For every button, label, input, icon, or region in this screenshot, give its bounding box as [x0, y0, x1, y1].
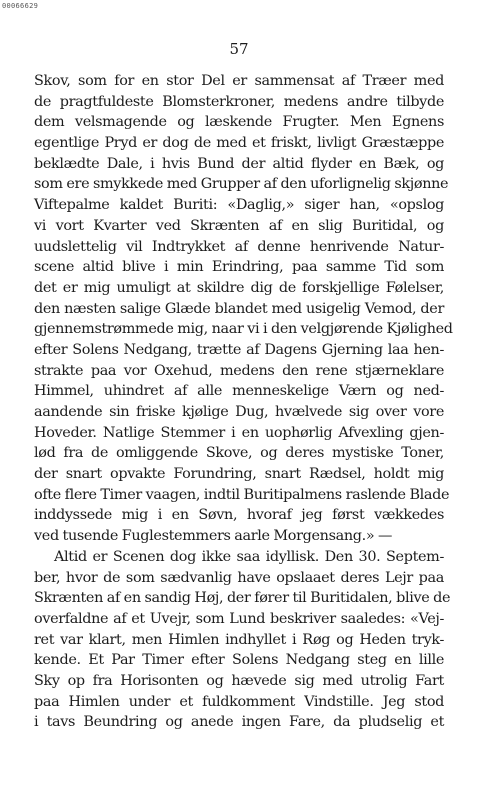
- text-line: den næsten salige Glæde blandet med usigelig Vemod, der: [34, 300, 444, 317]
- text-line: ret var klart, men Himlen indhyllet i Røg og Heden tryk-: [34, 631, 444, 648]
- text-line: Skov, som for en stor Del er sammensat af Træer med: [34, 73, 444, 89]
- text-line: paa Himlen under et fuldkomment Vindstille. Jeg stod: [34, 693, 444, 710]
- page-number: 57: [229, 40, 249, 58]
- text-line: scene altid blive i min Erindring, paa samme Tid som: [34, 259, 444, 276]
- scan-id: 00066629: [2, 2, 39, 10]
- body-text: [34, 71, 453, 733]
- text-line: gjennemstrømmede mig, naar vi i den velgjørende Kjølighed: [34, 321, 453, 338]
- text-line: Himmel, uhindret af alle menneskelige Værn og ned-: [34, 383, 444, 400]
- text-line: ber, hvor de som sædvanlig have opslaaet deres Lejr paa: [34, 569, 444, 586]
- text-line: i tavs Beundring og anede ingen Fare, da pludselig et: [34, 714, 444, 731]
- text-line: ofte flere Timer vaagen, indtil Buritipalmens raslende Blade: [34, 486, 450, 503]
- text-line: Hoveder. Natlige Stemmer i en uophørlig Afvexling gjen-: [34, 424, 444, 441]
- text-line: som ere smykkede med Grupper af den uforlignelig skjønne: [34, 176, 449, 193]
- text-line: der snart opvakte Forundring, snart Rædsel, holdt mig: [34, 466, 444, 483]
- text-line: Sky op fra Horisonten og hævede sig med utrolig Fart: [34, 672, 444, 689]
- text-line: Skrænten af en sandig Høj, der fører til Buritidalen, blive de: [34, 590, 451, 607]
- text-line: ved tusende Fuglestemmers aarle Morgensang.» —: [34, 528, 393, 545]
- text-line: kende. Et Par Timer efter Solens Nedgang steg en lille: [34, 652, 444, 669]
- text-line: strakte paa vor Oxehud, medens den rene stjærneklare: [34, 362, 444, 379]
- text-line: vi vort Kvarter ved Skrænten af en slig Buritidal, og: [34, 217, 444, 234]
- text-line: efter Solens Nedgang, trætte af Dagens Gjerning laa hen-: [34, 341, 444, 358]
- text-line: beklædte Dale, i hvis Bund der altid flyder en Bæk, og: [34, 155, 444, 172]
- text-line: overfaldne af et Uvejr, som Lund beskriver saaledes: «Vej-: [34, 610, 444, 627]
- text-line: uudslettelig vil Indtrykket af denne henrivende Natur-: [34, 238, 444, 255]
- text-line: de pragtfuldeste Blomsterkroner, medens andre tilbyde: [34, 93, 444, 110]
- text-line: inddyssede mig i en Søvn, hvoraf jeg først vækkedes: [34, 507, 444, 524]
- text-line: aandende sin friske kjølige Dug, hvælvede sig over vore: [34, 404, 444, 420]
- text-line: Viftepalme kaldet Buriti: «Daglig,» siger han, «opslog: [34, 197, 444, 214]
- text-line: dem velsmagende og læskende Frugter. Men Egnens: [34, 114, 444, 131]
- text-line: det er mig umuligt at skildre dig de forskjellige Følelser,: [34, 279, 444, 296]
- text-line: egentlige Pryd er dog de med et friskt, livligt Græstæppe: [34, 135, 444, 152]
- text-line: Altid er Scenen dog ikke saa idyllisk. Den 30. Septem-: [54, 548, 444, 565]
- text-line: lød fra de omliggende Skove, og deres mystiske Toner,: [34, 445, 444, 462]
